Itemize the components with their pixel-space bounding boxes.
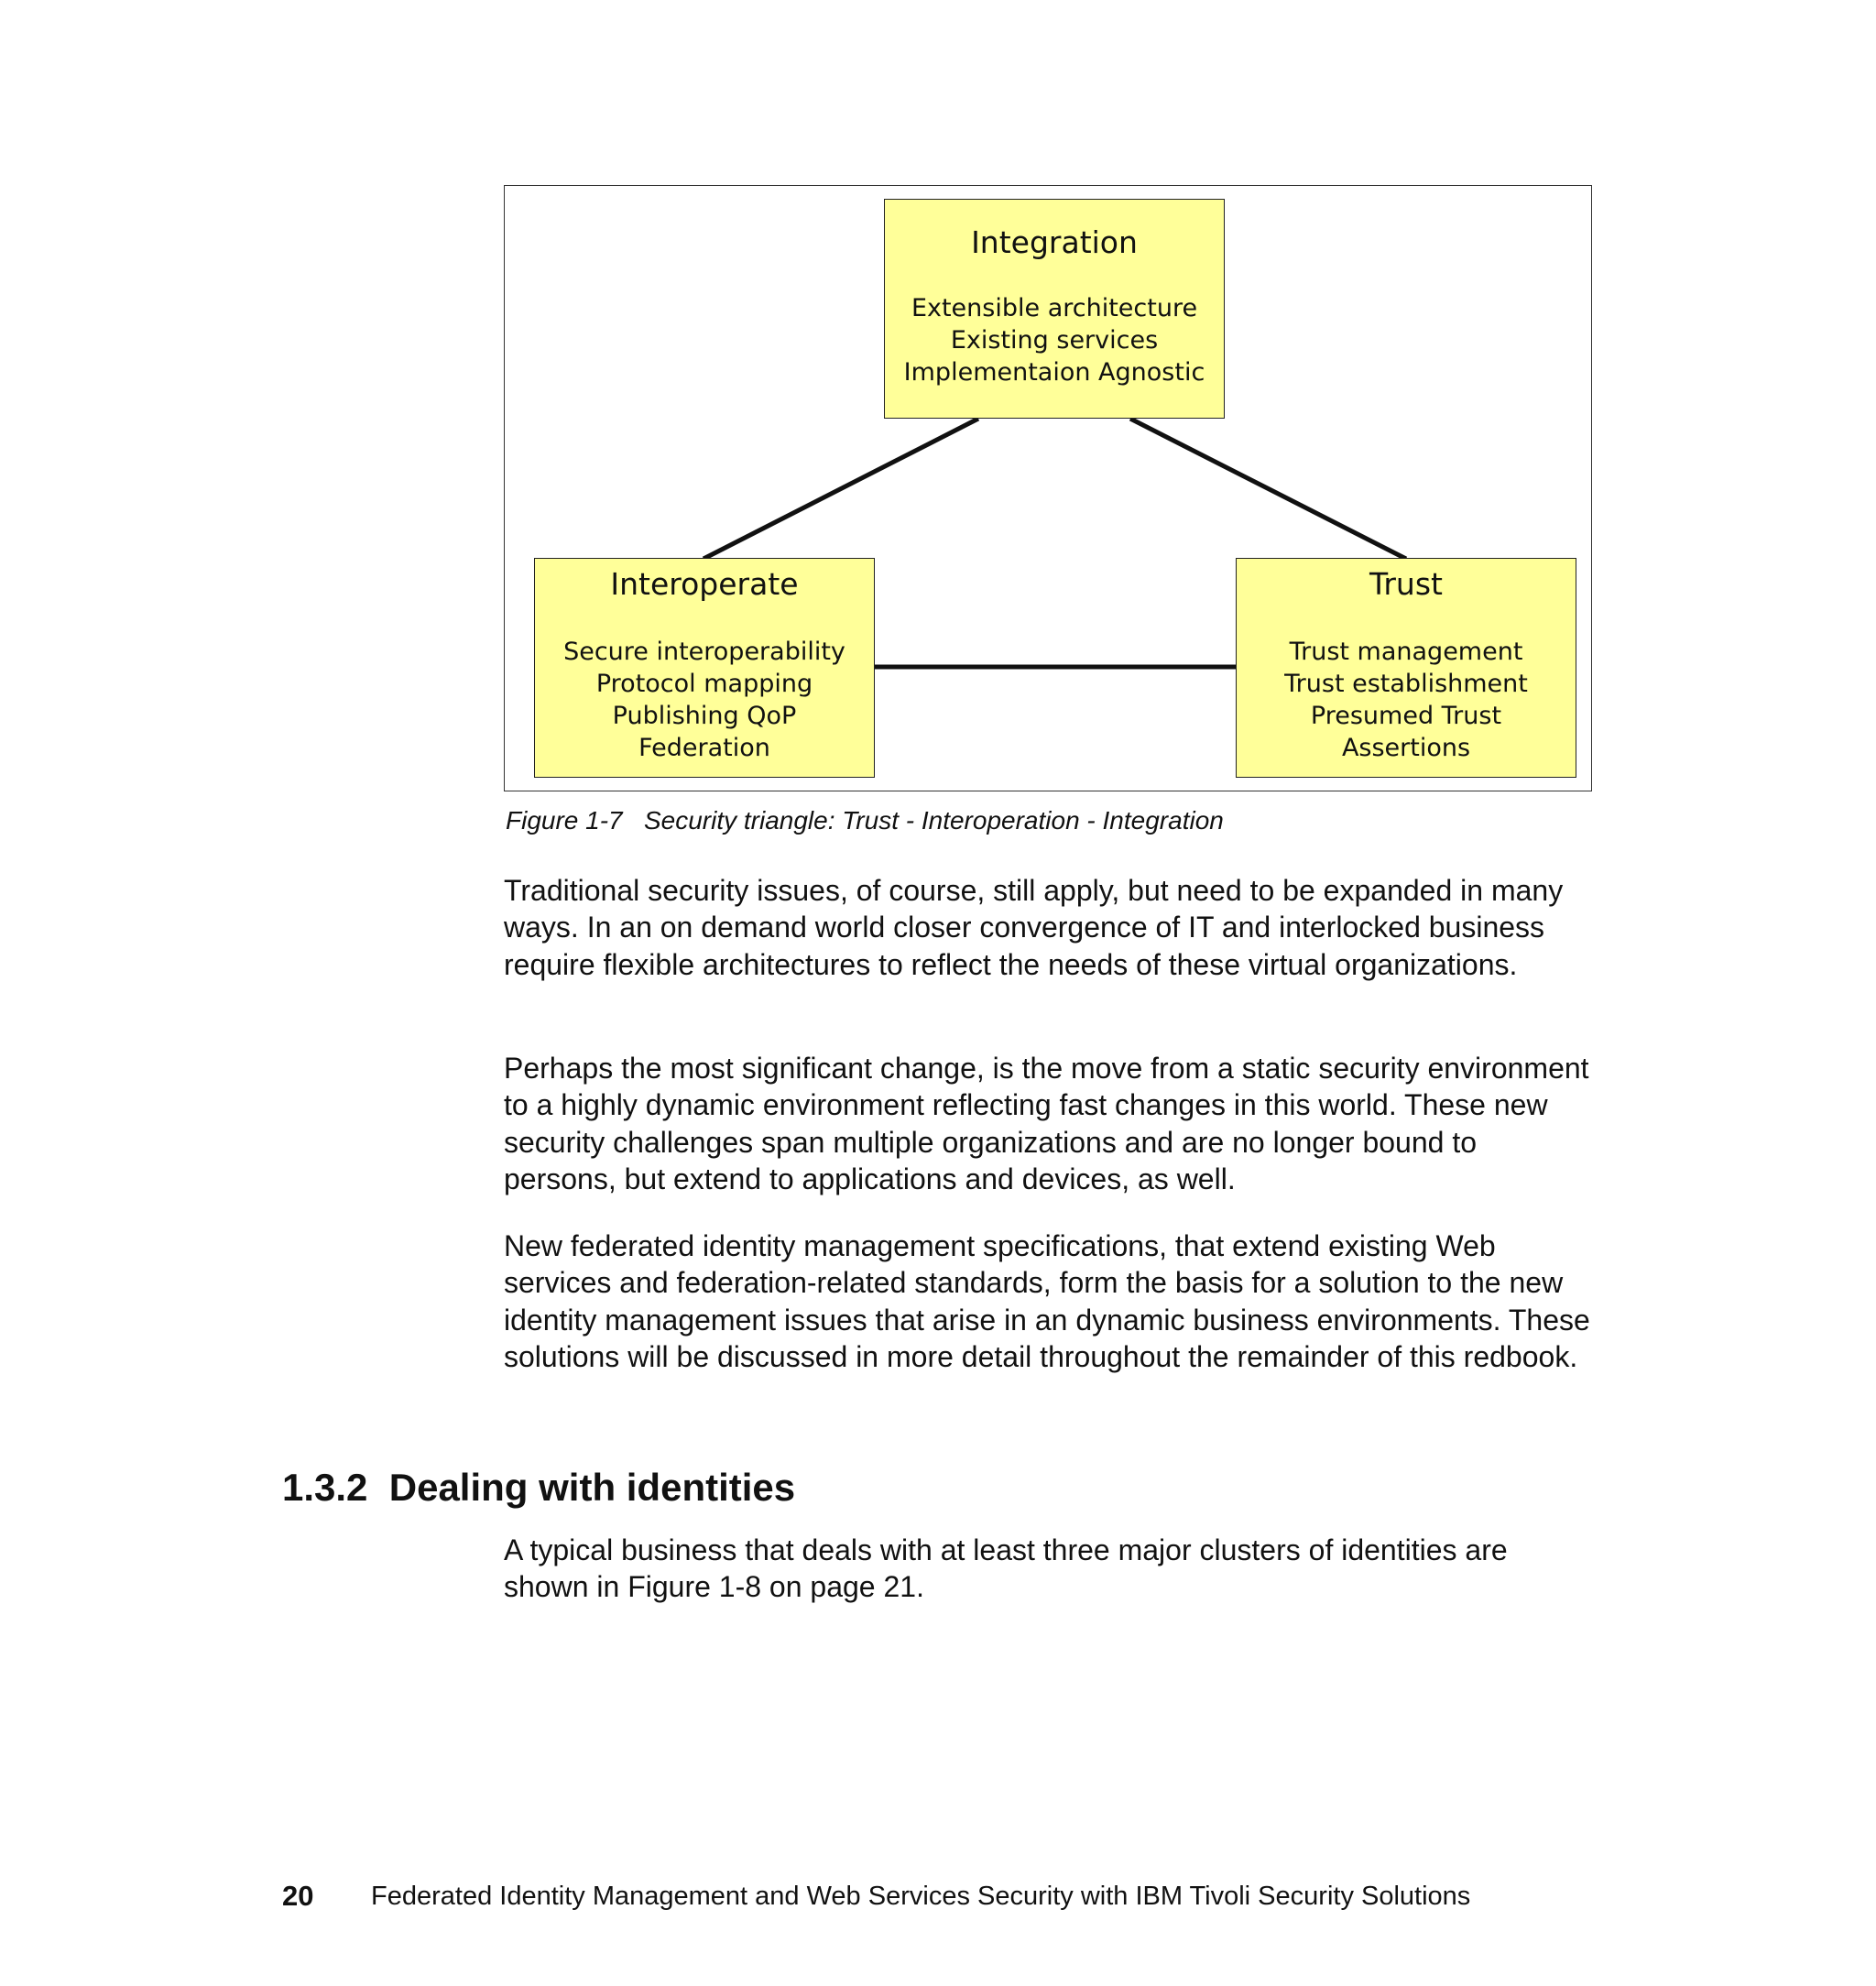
trust-item: Assertions [1341,734,1471,762]
section-heading: 1.3.2 Dealing with identities [282,1466,796,1509]
footer-book-title: Federated Identity Management and Web Services Security with IBM Tivoli Security Solutions [371,1882,1471,1911]
trust-box [1236,558,1576,778]
interoperate-title: Interoperate [610,566,799,602]
interoperate-item: Publishing QoP [612,702,797,730]
interoperate-item: Federation [638,734,770,762]
integration-title: Integration [971,224,1138,260]
interoperate-items [535,636,874,764]
trust-item: Trust establishment [1284,670,1528,698]
trust-items [1237,636,1576,764]
integration-item: Extensible architecture [911,294,1198,322]
body-paragraph: Traditional security issues, of course, still apply, but need to be expanded in many ways. In an on demand world closer convergence of IT and interlocked business require flexible architectures to reflect the needs of these virtual organizations. [504,874,1564,981]
interoperate-box [534,558,875,778]
page-number: 20 [282,1880,314,1912]
body-paragraph: Perhaps the most significant change, is the move from a static security environment to a highly dynamic environment reflecting fast changes in this world. These new security challenges span multiple organizations and are no longer bound to persons, but extend to applications and devices, as well. [504,1052,1589,1195]
section-paragraph: A typical business that deals with at least three major clusters of identities are shown in Figure 1-8 on page 21. [504,1533,1508,1604]
integration-item: Implementaion Agnostic [903,358,1205,387]
trust-item: Presumed Trust [1310,702,1502,730]
integration-item: Existing services [950,326,1159,355]
figure-caption: Figure 1-7 Security triangle: Trust - Interoperation - Integration [506,806,1224,835]
trust-title: Trust [1369,566,1443,602]
integration-items [885,292,1224,388]
body-paragraph: New federated identity management specifications, that extend existing Web services and federation-related standards, form the basis for a solution to the new identity management issues that arise in an dynamic business environments. These solutions will be discussed in more detail throughout the remainder of this redbook. [504,1229,1590,1373]
integration-box [884,199,1225,419]
interoperate-item: Secure interoperability [563,638,845,666]
interoperate-item: Protocol mapping [595,670,813,698]
trust-item: Trust management [1289,638,1523,666]
